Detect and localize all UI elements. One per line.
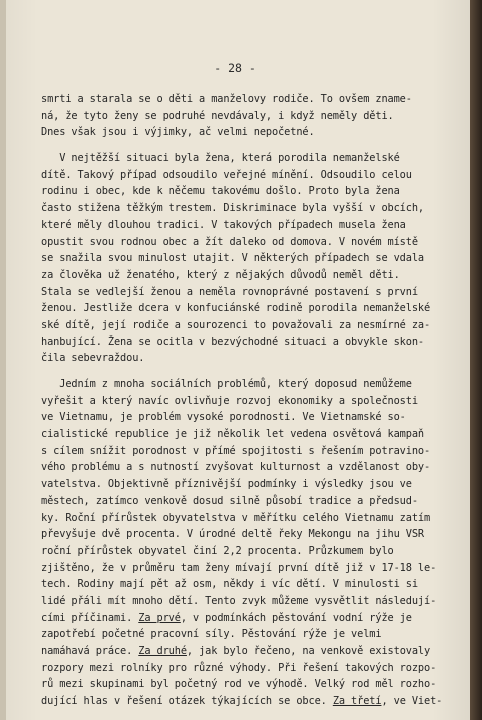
text-line: V nejtěžší situaci byla žena, která porodila nemanželské bbox=[41, 152, 400, 165]
text-line: hanbující. Žena se ocitla v bezvýchodné situaci a obvykle skon- bbox=[41, 335, 424, 348]
text-line: Dnes však jsou i výjimky, ač velmi nepočetné. bbox=[41, 126, 315, 139]
text-line: se snažila svou minulost utajit. V některých případech se vdala bbox=[41, 252, 424, 265]
text-line: cími příčinami. Za prvé, v podmínkách pěstování vodní rýže je bbox=[41, 611, 412, 624]
text-line: namáhavá práce. Za druhé, jak bylo řečeno, na venkově existovaly bbox=[41, 645, 431, 657]
body-text bbox=[41, 91, 466, 710]
text-line: dítě. Takový případ odsoudilo veřejné mínění. Odsoudilo celou bbox=[41, 168, 412, 181]
text-line: smrti a starala se o děti a manželovy rodiče. To ovšem zname- bbox=[41, 93, 412, 105]
paragraph-gap bbox=[41, 141, 466, 150]
book-cover-edge bbox=[470, 0, 482, 720]
text-line: ženou. Jestliže dcera v konfuciánské rodině porodila nemanželské bbox=[41, 302, 431, 315]
text-line: tech. Rodiny mají pět až osm, někdy i víc dětí. V minulosti si bbox=[41, 578, 418, 591]
text-line: které měly dlouhou tradici. V takových případech musela žena bbox=[41, 218, 406, 231]
text-line: rů mezi skupinami byl početný rod ve výhodě. Velký rod měl rozho- bbox=[41, 678, 437, 691]
paragraph-gap bbox=[41, 367, 466, 376]
text-line: zapotřebí početné pracovní síly. Pěstování rýže je velmi bbox=[41, 628, 382, 641]
text-line: opustit svou rodnou obec a žít daleko od domova. V novém místě bbox=[41, 235, 418, 248]
text-line: lidé přáli mít mnoho dětí. Tento zvyk můžeme vysvětlit následují- bbox=[41, 594, 437, 607]
text-line: s cílem snížit porodnost v přímé spojitosti s řešením potravino- bbox=[41, 444, 431, 457]
text-line: rodinu i obec, kde k něčemu takovému došlo. Proto byla žena bbox=[41, 185, 400, 198]
text-line: ské dítě, její rodiče a sourozenci to považovali za nesmírné za- bbox=[41, 318, 431, 331]
text-line: často stižena těžkým trestem. Diskriminace byla vyšší v obcích, bbox=[41, 202, 424, 215]
text-line: čila sebevraždou. bbox=[41, 352, 145, 365]
text-line: cialistické republice je již několik let vedena osvětová kampaň bbox=[41, 428, 424, 441]
text-line: ky. Roční přírůstek obyvatelstva v měřítku celého Vietnamu zatím bbox=[41, 511, 431, 524]
text-line: vyřešit a který navíc ovlivňuje rozvoj ekonomiky a společnosti bbox=[41, 394, 418, 407]
page-number: - 28 - bbox=[214, 61, 256, 75]
text-line: za člověka už ženatého, který z nějakých důvodů neměl děti. bbox=[41, 268, 400, 281]
text-line: ná, že tyto ženy se podruhé nevdávaly, i když neměly děti. bbox=[41, 109, 394, 122]
page-binding-edge bbox=[0, 0, 6, 720]
text-line: vatelstva. Objektivně příznivější podmínky i výsledky jsou ve bbox=[41, 478, 412, 491]
text-line: ve Vietnamu, je problém vysoké porodnosti. Ve Vietnamské so- bbox=[41, 411, 406, 424]
text-line: roční přírůstek obyvatel činí 2,2 procenta. Průzkumem bylo bbox=[41, 544, 394, 557]
text-line: městech, zatímco venkově dosud silně působí tradice a předsud- bbox=[41, 494, 418, 507]
text-line: Jedním z mnoha sociálních problémů, který doposud nemůžeme bbox=[41, 378, 412, 390]
text-line: vého problému a s nutností zvyšovat kulturnost a vzdělanost oby- bbox=[41, 461, 431, 474]
text-line: Stala se vedlejší ženou a neměla rovnoprávné postavení s první bbox=[41, 285, 418, 298]
text-line: dující hlas v řešení otázek týkajících se obce. Za třetí, ve Viet- bbox=[41, 695, 443, 708]
text-line: zjištěno, že v průměru tam ženy mívají první dítě již v 17-18 le- bbox=[41, 561, 437, 574]
text-line: rozpory mezi rolníky pro různé výhody. Při řešení takových rozpo- bbox=[41, 661, 437, 674]
text-line: převyšuje dvě procenta. V úrodné deltě řeky Mekongu na jihu VSR bbox=[41, 528, 424, 541]
